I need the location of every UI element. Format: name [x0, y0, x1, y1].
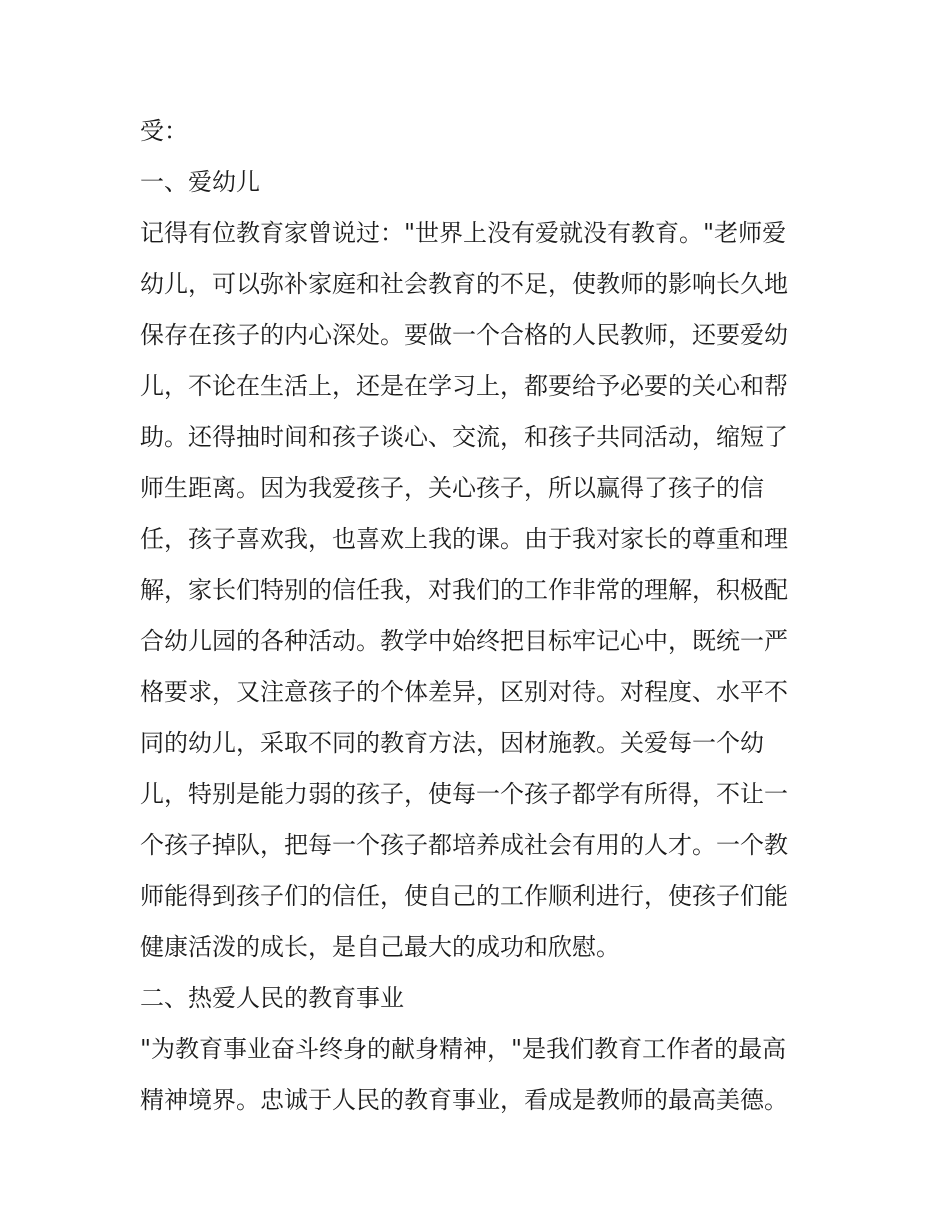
- text-line: 助。还得抽时间和孩子谈心、交流，和孩子共同活动，缩短了: [140, 423, 788, 451]
- section-heading: 一、爱幼儿: [140, 168, 260, 196]
- text-line: 健康活泼的成长，是自己最大的成功和欣慰。: [140, 933, 620, 961]
- text-line: 合幼儿园的各种活动。教学中始终把目标牢记心中，既统一严: [140, 627, 788, 655]
- text-line: 精神境界。忠诚于人民的教育事业，看成是教师的最高美德。: [140, 1086, 788, 1114]
- text-line: 任，孩子喜欢我，也喜欢上我的课。由于我对家长的尊重和理: [140, 525, 788, 553]
- text-line: 幼儿，可以弥补家庭和社会教育的不足，使教师的影响长久地: [140, 270, 788, 298]
- text-line: 儿，不论在生活上，还是在学习上，都要给予必要的关心和帮: [140, 372, 788, 400]
- document-body: [140, 106, 820, 1126]
- text-line: "为教育事业奋斗终身的献身精神，"是我们教育工作者的最高: [140, 1035, 787, 1063]
- text-line: 解，家长们特别的信任我，对我们的工作非常的理解，积极配: [140, 576, 788, 604]
- text-line: 受：: [140, 117, 188, 145]
- text-line: 师能得到孩子们的信任，使自己的工作顺利进行，使孩子们能: [140, 882, 788, 910]
- text-line: 格要求，又注意孩子的个体差异，区别对待。对程度、水平不: [140, 678, 788, 706]
- text-line: 师生距离。因为我爱孩子，关心孩子，所以赢得了孩子的信: [140, 474, 764, 502]
- text-line: 保存在孩子的内心深处。要做一个合格的人民教师，还要爱幼: [140, 321, 788, 349]
- text-line: 记得有位教育家曾说过："世界上没有爱就没有教育。"老师爱: [140, 219, 787, 247]
- text-line: 同的幼儿，采取不同的教育方法，因材施教。关爱每一个幼: [140, 729, 764, 757]
- section-heading: 二、热爱人民的教育事业: [140, 984, 404, 1012]
- text-line: 儿，特别是能力弱的孩子，使每一个孩子都学有所得，不让一: [140, 780, 788, 808]
- text-line: 个孩子掉队，把每一个孩子都培养成社会有用的人才。一个教: [140, 831, 788, 859]
